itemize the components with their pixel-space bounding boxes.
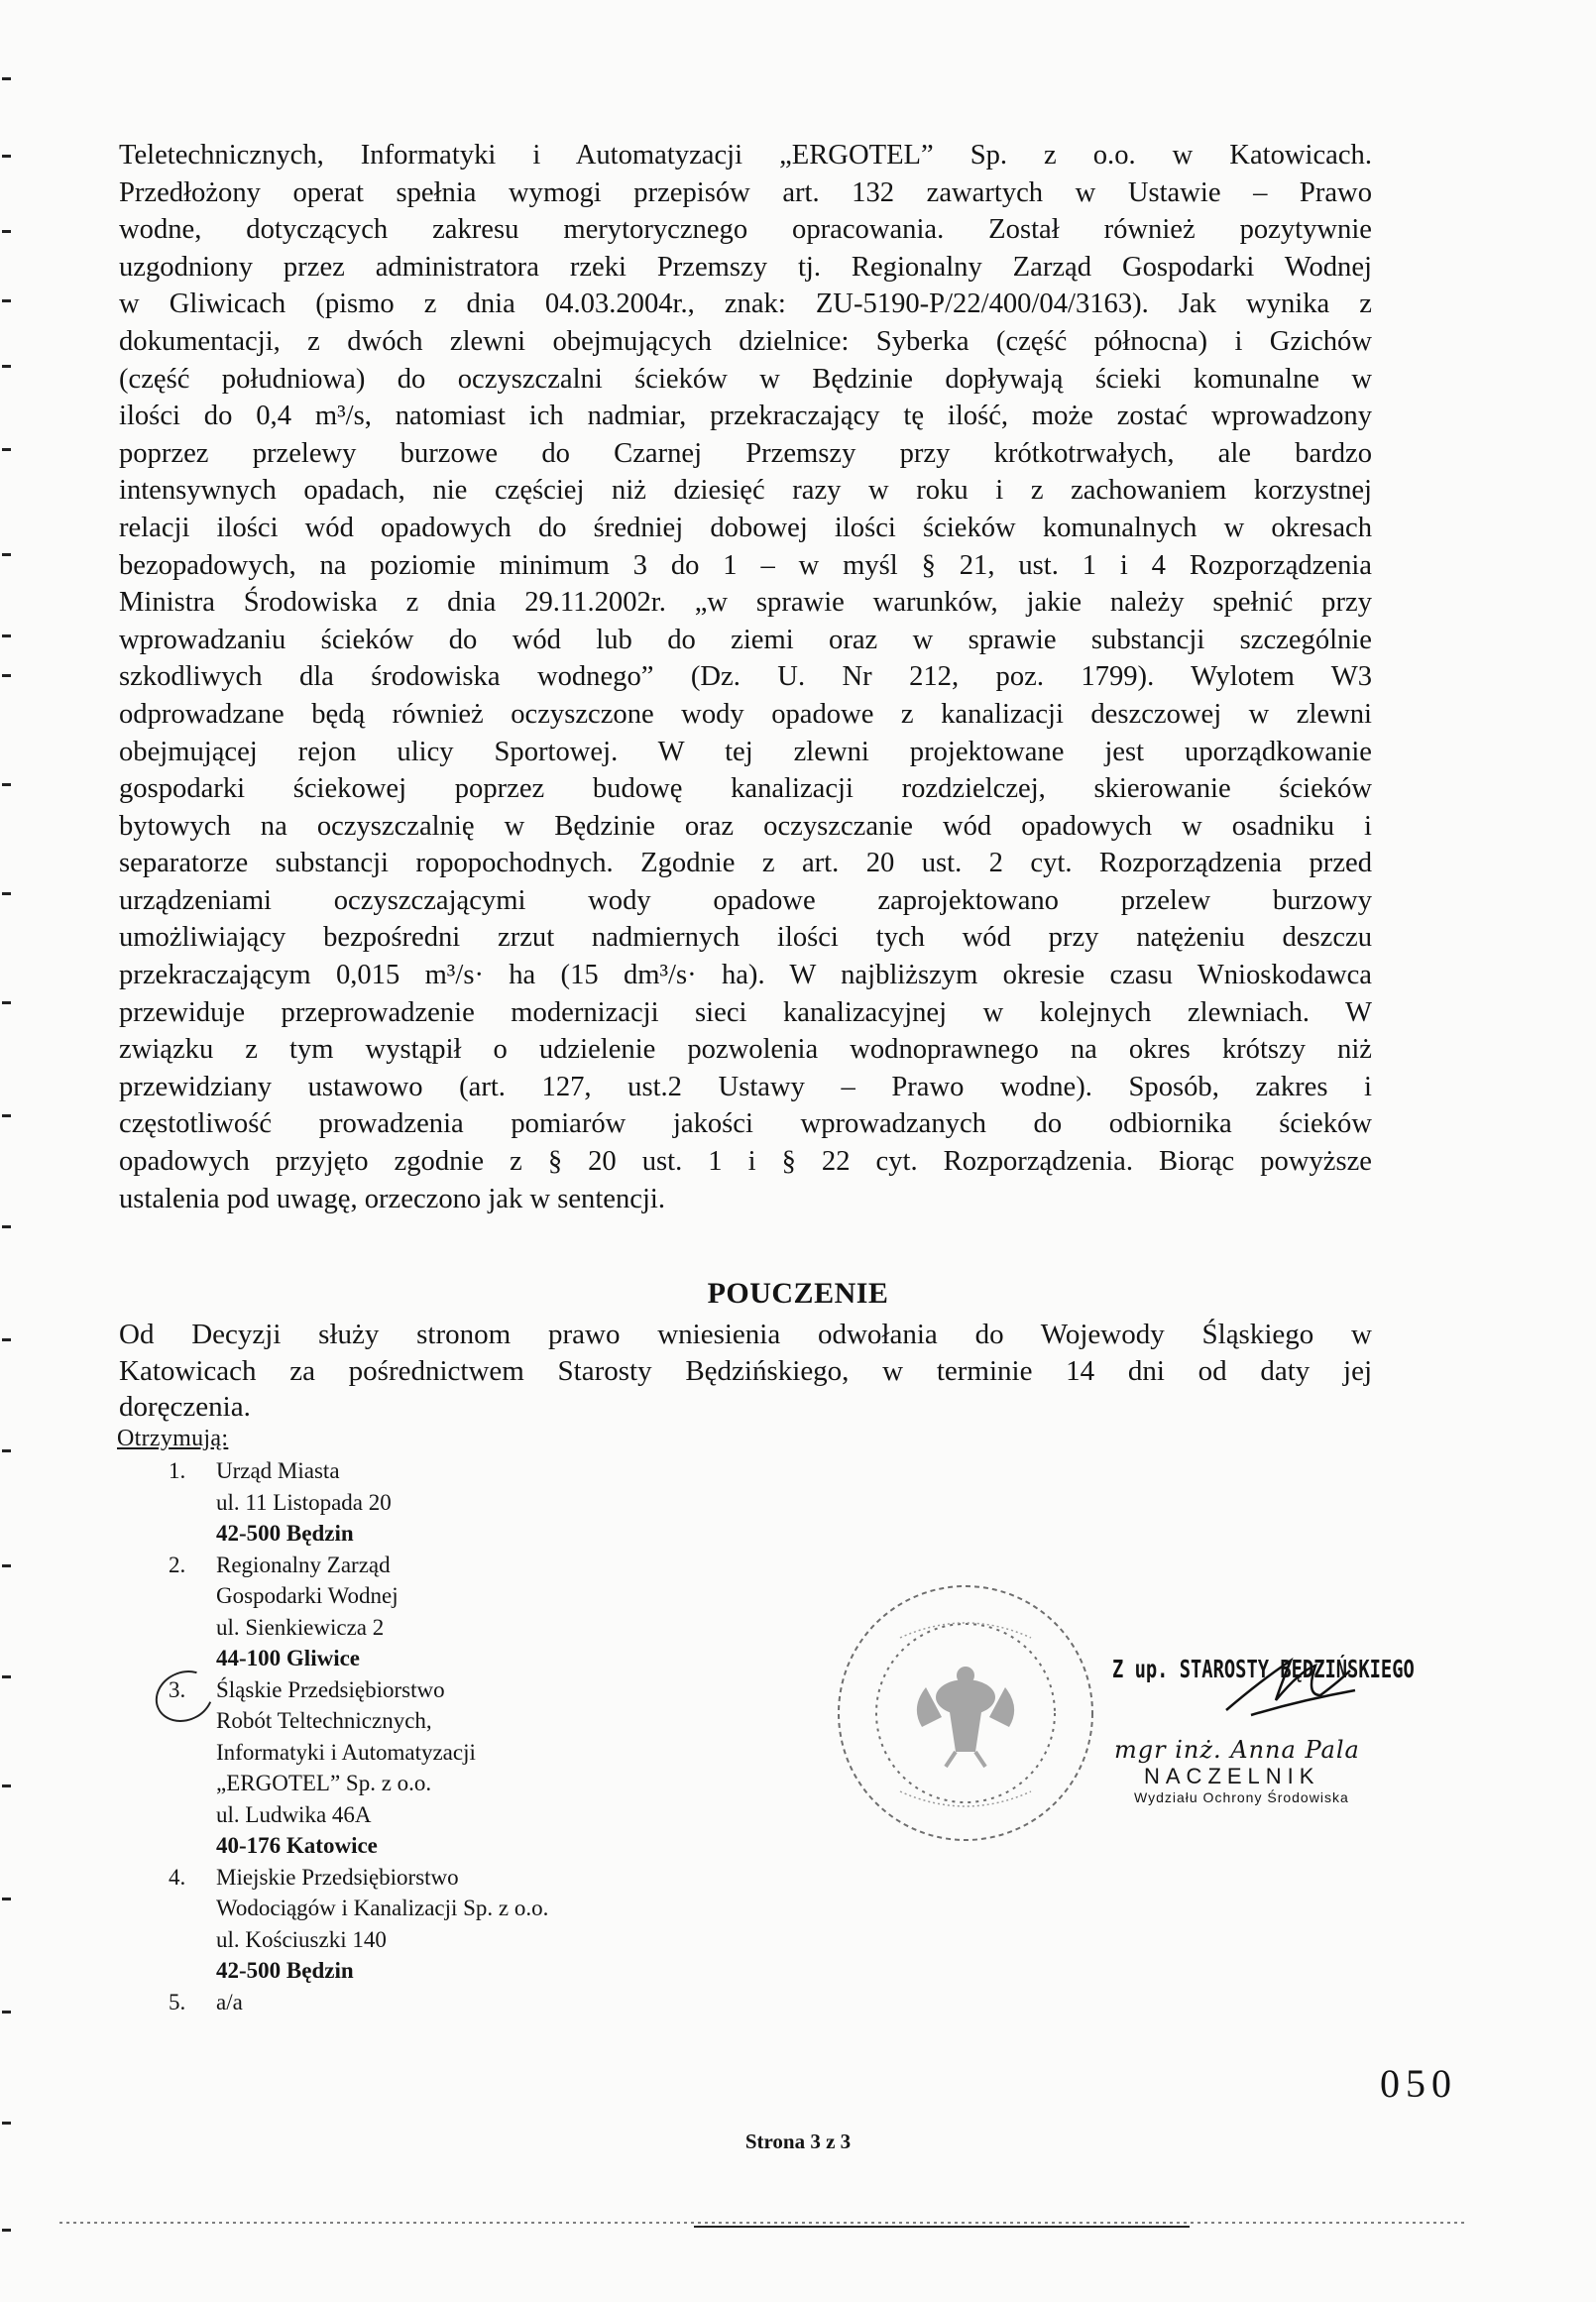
body-text-line: opadowych przyjęto zgodnie z § 20 ust. 1 i § 22 cyt. Rozporządzenia. Biorąc powyższe [119, 1146, 1372, 1178]
body-text-line: poprzez przelewy burzowe do Czarnej Przemszy przy krótkotrwałych, ale bardzo [119, 437, 1372, 469]
body-text-line: ustalenia pod uwagę, orzeczono jak w sentencji. [119, 1183, 666, 1214]
body-text-line: obejmującej rejon ulicy Sportowej. W tej zlewni projektowane jest uporządkowanie [119, 736, 1372, 767]
body-text-line: dokumentacji, z dwóch zlewni obejmujących dzielnice: Syberka (część północna) i Gzichów [119, 325, 1372, 357]
pouczenie-line: doręczenia. [119, 1391, 251, 1423]
body-text-line: bezopadowych, na poziomie minimum 3 do 1 – w myśl § 21, ust. 1 i 4 Rozporządzenia [119, 549, 1372, 581]
signature-stamp [1112, 1641, 1449, 1805]
recipient-number: 3. [169, 1676, 186, 1702]
appeal-instruction [119, 1317, 1372, 1426]
official-round-stamp [831, 1578, 1100, 1848]
body-text-line: bytowych na oczyszczalnię w Będzinie oraz oczyszczanie wód opadowych w osadniku i [119, 810, 1372, 842]
body-text-line: Ministra Środowiska z dnia 29.11.2002r. „w sprawie warunków, jakie należy spełnić przy [119, 587, 1372, 619]
body-text-line: odprowadzane będą również oczyszczone wody opadowe z kanalizacji deszczowej w zlewni [119, 698, 1372, 730]
recipient-address-line: Informatyki i Automatyzacji [216, 1739, 476, 1765]
recipient-address-line: ul. 11 Listopada 20 [216, 1489, 392, 1515]
recipient-address-line: Śląskie Przedsiębiorstwo [216, 1676, 445, 1702]
recipients-title: Otrzymują: [117, 1426, 229, 1451]
body-text-line: umożliwiający bezpośredni zrzut nadmiernych ilości tych wód przy natężeniu deszczu [119, 922, 1372, 954]
body-text-line: szkodliwych dla środowiska wodnego” (Dz. U. Nr 212, poz. 1799). Wylotem W3 [119, 661, 1372, 693]
recipient-city: 44-100 Gliwice [216, 1646, 360, 1670]
recipient-address-line: ul. Sienkiewicza 2 [216, 1614, 385, 1640]
recipient-number: 1. [169, 1458, 186, 1483]
recipients-list [169, 1455, 548, 2017]
body-text-line: (część południowa) do oczyszczalni ścieków w Będzinie dopływają ścieki komunalne w [119, 363, 1372, 395]
recipient-number: 2. [169, 1552, 186, 1577]
scan-artifact-line [0, 2193, 1596, 2252]
recipient-item [169, 1674, 548, 1862]
recipient-item [169, 1455, 548, 1550]
signature-authority-line: Z up. STAROSTY BĘDZIŃSKIEGO [1112, 1655, 1415, 1683]
body-text-line: przewiduje przeprowadzenie modernizacji sieci kanalizacyjnej w kolejnych zlewniach. W [119, 996, 1372, 1028]
body-text-line: Przedłożony operat spełnia wymogi przepisów art. 132 zawartych w Ustawie – Prawo [119, 176, 1372, 208]
recipient-address-line: ul. Ludwika 46A [216, 1801, 372, 1827]
body-text-line: wodne, dotyczących zakresu merytorycznego opracowania. Został również pozytywnie [119, 214, 1372, 246]
recipient-address-line: ul. Kościuszki 140 [216, 1926, 387, 1952]
recipient-address-line: a/a [216, 1989, 243, 2014]
recipient-address-line: Gospodarki Wodnej [216, 1583, 399, 1608]
recipient-address-line: Wodociągów i Kanalizacji Sp. z o.o. [216, 1896, 549, 1920]
body-text-line: wprowadzaniu ścieków do wód lub do ziemi oraz w sprawie substancji szczególnie [119, 624, 1372, 655]
body-text-line: uzgodniony przez administratora rzeki Przemszy tj. Regionalny Zarząd Gospodarki Wodnej [119, 251, 1372, 283]
body-text-line: związku z tym wystąpił o udzielenie pozwolenia wodnoprawnego na okres krótszy niż [119, 1034, 1372, 1066]
body-text-line: w Gliwicach (pismo z dnia 04.03.2004r., znak: ZU-5190-P/22/400/04/3163). Jak wynika z [119, 288, 1372, 320]
scan-edge-marks [0, 0, 14, 2302]
body-text-line: Teletechnicznych, Informatyki i Automatyzacji „ERGOTEL” Sp. z o.o. w Katowicach. [119, 140, 1372, 171]
body-text-line: częstotliwość prowadzenia pomiarów jakości wprowadzanych do odbiornika ścieków [119, 1108, 1372, 1140]
recipient-item [169, 1862, 548, 1987]
pouczenie-line: Katowicach za pośrednictwem Starosty Będzińskiego, w terminie 14 dni od daty jej [119, 1354, 1372, 1387]
recipient-address-line: „ERGOTEL” Sp. z o.o. [216, 1771, 432, 1795]
section-heading-pouczenie: POUCZENIE [707, 1277, 889, 1310]
recipient-address-line: Robót Teltechnicznych, [216, 1708, 432, 1733]
recipient-city: 40-176 Katowice [216, 1833, 378, 1858]
body-text-line: intensywnych opadach, nie częściej niż dziesięć razy w roku i z zachowaniem korzystnej [119, 475, 1372, 507]
recipient-address-line: Urząd Miasta [216, 1458, 340, 1483]
body-text-line: separatorze substancji ropopochodnych. Zgodnie z art. 20 ust. 2 cyt. Rozporządzenia przed [119, 848, 1372, 879]
body-text-line: urządzeniami oczyszczającymi wody opadowe zaprojektowano przelew burzowy [119, 884, 1372, 916]
recipient-item [169, 1550, 548, 1674]
justification-text [119, 137, 1372, 1217]
signatory-role: NACZELNIK [1144, 1764, 1320, 1788]
recipient-address-line: Regionalny Zarząd [216, 1552, 391, 1577]
body-text-line: ilości do 0,4 m³/s, natomiast ich nadmiar, przekraczający tę ilość, może zostać wprowadzony [119, 401, 1372, 432]
recipient-city: 42-500 Będzin [216, 1958, 354, 1983]
recipient-number: 5. [169, 1989, 186, 2014]
eagle-emblem-icon [917, 1667, 1014, 1767]
handwritten-document-number: 050 [1380, 2061, 1457, 2106]
signatory-name: mgr inż. Anna Pala [1114, 1736, 1360, 1764]
recipient-number: 4. [169, 1864, 186, 1890]
pouczenie-line: Od Decyzji służy stronom prawo wniesienia odwołania do Wojewody Śląskiego w [119, 1319, 1372, 1350]
body-text-line: gospodarki ściekowej poprzez budowę kanalizacji rozdzielczej, skierowanie ścieków [119, 773, 1372, 805]
recipient-city: 42-500 Będzin [216, 1521, 354, 1546]
body-text-line: relacji ilości wód opadowych do średniej dobowej ilości ścieków komunalnych w okresach [119, 512, 1372, 543]
signatory-department: Wydziału Ochrony Środowiska [1134, 1789, 1349, 1805]
handwritten-signature [1221, 1641, 1360, 1730]
recipient-item [169, 1987, 548, 2018]
recipient-address-line: Miejskie Przedsiębiorstwo [216, 1864, 459, 1890]
page-number-footer: Strona 3 z 3 [744, 2129, 852, 2153]
body-text-line: przekraczającym 0,015 m³/s· ha (15 dm³/s· ha). W najbliższym okresie czasu Wnioskodawca [119, 960, 1372, 991]
body-text-line: przewidziany ustawowo (art. 127, ust.2 Ustawy – Prawo wodne). Sposób, zakres i [119, 1071, 1372, 1102]
